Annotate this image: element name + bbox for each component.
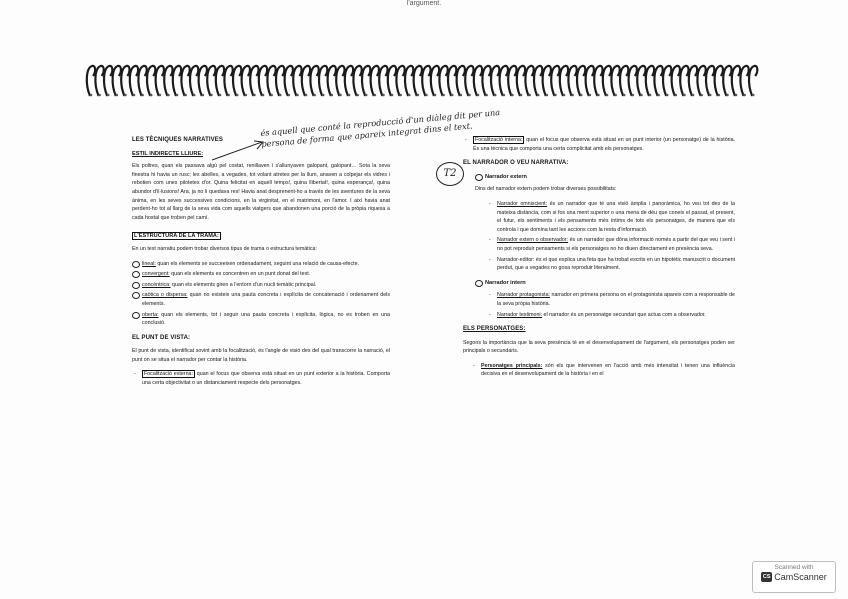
extern-heading: Narrador extern	[485, 173, 735, 182]
spiral-binding	[84, 62, 764, 100]
spiral-hole	[193, 94, 196, 97]
spiral-hole	[460, 94, 463, 97]
spiral-coil	[568, 66, 576, 96]
spiral-coil	[104, 66, 112, 96]
notebook-sheet	[110, 108, 750, 528]
spiral-hole	[528, 94, 531, 97]
spiral-coil	[577, 66, 585, 96]
spiral-hole	[442, 94, 445, 97]
spiral-coil	[181, 66, 189, 96]
spiral-hole	[356, 94, 359, 97]
extern-list	[463, 200, 735, 273]
spiral-coil	[620, 66, 628, 96]
spiral-hole	[288, 94, 291, 97]
spiral-hole	[227, 94, 230, 97]
spiral-coil	[156, 66, 164, 96]
spiral-coil	[147, 66, 155, 96]
spiral-coil	[706, 66, 714, 96]
spiral-coil	[199, 66, 207, 96]
spiral-coil	[379, 66, 387, 96]
list-item: lineal: quan els elements se succeeixen ordenadament, seguint una relació de causa-efecte.	[142, 260, 390, 269]
spiral-hole	[675, 94, 678, 97]
spiral-coil	[672, 66, 680, 96]
list-item: oberta: quan els elements, tot i seguir una pauta concreta i explícita, lògica, no es troben en una conclusió.	[142, 311, 390, 327]
spiral-hole	[124, 94, 127, 97]
spiral-hole	[743, 94, 746, 97]
spiral-hole	[709, 94, 712, 97]
spiral-coil	[345, 66, 353, 96]
spiral-hole	[477, 94, 480, 97]
spiral-hole	[184, 94, 187, 97]
spiral-coil	[594, 66, 602, 96]
punt-text: El punt de vista, identificat sovint amb la focalització, és l'angle de visió des del qual transcorre la narració, el punt on se situa el narrador per contar la història.	[132, 348, 390, 363]
spiral-coil	[482, 66, 490, 96]
spiral-hole	[700, 94, 703, 97]
spiral-coil	[250, 66, 258, 96]
focal-list	[132, 370, 390, 387]
spiral-hole	[365, 94, 368, 97]
spiral-hole	[683, 94, 686, 97]
spiral-coil	[637, 66, 645, 96]
spiral-coil	[121, 66, 129, 96]
list-item: - Narrador omniscient: és un narrador que té una visió àmplia i panoràmica, ho veu tot des de la mateixa distància, com si fos una ment superior o una mena de déu que coneix el passat, el present, el futur, els sentiments i els pensaments més íntims de tots els personatges, de manera que els controla i que domina tant les accions com la resta d'informació.	[497, 200, 735, 234]
spiral-hole	[210, 94, 213, 97]
estil-text: Els poltres, quan els passava algú pel costat, renillaven i s'allunyaven galopant, galopant… Sota la seva finestra hi havia un rusc; les abelles, a vegades, tot volant atretes per la llum, anaven a colpejar els vidres i rebotien com unes pilotetes d'or. Quina felicitat en aquell temps!, quina llibertat!, quina esperança!, quina abundor d'il·lusions! Ara, ja no li quedava res! Havia anat desprenent-ho a través de les aventures de la seva ànima, en les seves successives condicions, en la virginitat, en el matrimoni, en l'amor. I així havia anat perdent-ho tot al llarg de la seva vida com aquells viatgers que abandonen una porció de la pròpia riquesa a cada hostal que troben pel camí.	[132, 163, 390, 221]
spiral-coil	[310, 66, 318, 96]
list-item: concèntrica: quan els elements giren a l'entorn d'un nucli temàtic principal.	[142, 281, 390, 290]
handwritten-badge: T2	[436, 162, 464, 186]
spiral-coil	[749, 66, 757, 96]
spiral-coil	[697, 66, 705, 96]
spiral-coil	[448, 66, 456, 96]
narrador-heading: EL NARRADOR O VEU NARRATIVA:	[463, 160, 569, 167]
spiral-hole	[391, 94, 394, 97]
spiral-hole	[133, 94, 136, 97]
spiral-hole	[159, 94, 162, 97]
spiral-coil	[353, 66, 361, 96]
spiral-coil	[543, 66, 551, 96]
spiral-hole	[623, 94, 626, 97]
spiral-coil	[439, 66, 447, 96]
spiral-coil	[646, 66, 654, 96]
spiral-coil	[113, 66, 121, 96]
spiral-hole	[752, 94, 755, 97]
punt-heading: EL PUNT DE VISTA:	[132, 334, 191, 341]
spiral-coil	[611, 66, 619, 96]
spiral-hole	[202, 94, 205, 97]
estil-heading: ESTIL INDIRECTE LLIURE:	[132, 150, 204, 157]
spiral-coil	[396, 66, 404, 96]
spiral-hole	[399, 94, 402, 97]
spiral-hole	[537, 94, 540, 97]
list-item: - Focalització interna: quan el focus que observa està situat en un punt interior (un personatge) de la història. És una tècnica que comporta una certa complicitat amb els personatges.	[473, 136, 735, 153]
spiral-hole	[417, 94, 420, 97]
spiral-coil	[414, 66, 422, 96]
spiral-hole	[270, 94, 273, 97]
spiral-coil	[422, 66, 430, 96]
spiral-coil	[457, 66, 465, 96]
list-item: convergent: quan els elements es concentren en un punt donat del text.	[142, 270, 390, 279]
spiral-hole	[640, 94, 643, 97]
spiral-coil	[130, 66, 138, 96]
spiral-hole	[666, 94, 669, 97]
spiral-coil	[603, 66, 611, 96]
spiral-coil	[362, 66, 370, 96]
intern-heading-list	[463, 279, 735, 288]
left-column	[132, 136, 390, 394]
spiral-hole	[408, 94, 411, 97]
spiral-coil	[517, 66, 525, 96]
extern-intro: Dins del narrador extern podem trobar diverses possibilitats:	[475, 186, 617, 193]
spiral-hole	[245, 94, 248, 97]
camscanner-watermark	[752, 561, 836, 593]
spiral-coil	[388, 66, 396, 96]
spiral-hole	[434, 94, 437, 97]
spiral-coil	[629, 66, 637, 96]
estructura-intro: En un text narratiu podem trobar diversos tipus de trama o estructura temàtica:	[132, 245, 317, 252]
spiral-coil	[586, 66, 594, 96]
spiral-coil	[233, 66, 241, 96]
spiral-coil	[87, 66, 95, 96]
camscanner-logo-icon: CS	[762, 574, 771, 580]
spiral-coil	[431, 66, 439, 96]
spiral-hole	[339, 94, 342, 97]
spiral-coil	[465, 66, 473, 96]
spiral-coil	[224, 66, 232, 96]
spiral-hole	[718, 94, 721, 97]
spiral-coil	[293, 66, 301, 96]
section-title: LES TÈCNIQUES NARRATIVES	[132, 137, 223, 143]
extern-heading-list	[463, 173, 735, 182]
spiral-hole	[468, 94, 471, 97]
spiral-hole	[374, 94, 377, 97]
spiral-hole	[692, 94, 695, 97]
spiral-hole	[167, 94, 170, 97]
spiral-coil	[276, 66, 284, 96]
annotation-arrow	[210, 138, 268, 164]
list-item: - Personatges principals: són els que intervenen en l'acció amb més intensitat i tenen una influència decisiva en el desenvolupament de la història i en el	[481, 362, 735, 379]
spiral-hole	[305, 94, 308, 97]
spiral-hole	[503, 94, 506, 97]
focal-int-list	[463, 136, 735, 153]
spiral-hole	[494, 94, 497, 97]
spiral-coil	[491, 66, 499, 96]
spiral-hole	[614, 94, 617, 97]
personatges-heading: ELS PERSONATGES:	[463, 326, 526, 333]
spiral-hole	[563, 94, 566, 97]
tipus-list	[132, 260, 390, 328]
spiral-coil	[259, 66, 267, 96]
spiral-hole	[382, 94, 385, 97]
spiral-hole	[322, 94, 325, 97]
spiral-coil	[328, 66, 336, 96]
spiral-coil	[551, 66, 559, 96]
spiral-hole	[589, 94, 592, 97]
spiral-coil	[285, 66, 293, 96]
spiral-coil	[242, 66, 250, 96]
spiral-hole	[606, 94, 609, 97]
spiral-coil	[689, 66, 697, 96]
spiral-coil	[654, 66, 662, 96]
spiral-coil	[560, 66, 568, 96]
spiral-hole	[253, 94, 256, 97]
estructura-heading: L'ESTRUCTURA DE LA TRAMA:	[134, 233, 219, 240]
spiral-coil	[508, 66, 516, 96]
spiral-coil	[164, 66, 172, 96]
spiral-coil	[371, 66, 379, 96]
spiral-coil	[267, 66, 275, 96]
spiral-hole	[98, 94, 101, 97]
spiral-coil	[715, 66, 723, 96]
spiral-hole	[313, 94, 316, 97]
spiral-coil	[723, 66, 731, 96]
spiral-hole	[236, 94, 239, 97]
spiral-hole	[150, 94, 153, 97]
spiral-hole	[348, 94, 351, 97]
spiral-hole	[90, 94, 93, 97]
list-item: - Narrador testimoni: el narrador és un personatge secundari que actua com a observador.	[497, 311, 735, 320]
spiral-hole	[141, 94, 144, 97]
personatges-list	[463, 362, 735, 379]
spiral-coil	[319, 66, 327, 96]
spiral-hole	[735, 94, 738, 97]
spiral-hole	[485, 94, 488, 97]
spiral-hole	[520, 94, 523, 97]
top-fragment: l'argument.	[406, 0, 442, 7]
spiral-coil	[302, 66, 310, 96]
list-item: - Focalització externa: quan el focus que observa està situat en un punt exterior a la història. Comporta una certa objectivitat o un distanciament respecte dels personatges.	[142, 370, 390, 387]
handwritten-note: és aquell que conté la reproducció d'un diàleg dit per una persona de forma que apareix integrat dins el text.	[260, 107, 501, 149]
spiral-coil	[405, 66, 413, 96]
spiral-hole	[649, 94, 652, 97]
spiral-coil	[500, 66, 508, 96]
spiral-coil	[474, 66, 482, 96]
spiral-hole	[597, 94, 600, 97]
spiral-coil	[95, 66, 103, 96]
spiral-hole	[726, 94, 729, 97]
spiral-coil	[336, 66, 344, 96]
personatges-intro: Segons la importància que la seva presència té en el desenvolupament de l'argument, els personatges poden ser principals o secundaris.	[463, 339, 735, 355]
spiral-hole	[296, 94, 299, 97]
spiral-hole	[107, 94, 110, 97]
spiral-coil	[740, 66, 748, 96]
spiral-coil	[525, 66, 533, 96]
spiral-hole	[262, 94, 265, 97]
spiral-hole	[511, 94, 514, 97]
spiral-coil	[190, 66, 198, 96]
spiral-hole	[657, 94, 660, 97]
spiral-coil	[216, 66, 224, 96]
intern-list	[463, 291, 735, 319]
spiral-coil	[663, 66, 671, 96]
watermark-caption: Scanned with	[774, 564, 814, 571]
spiral-hole	[331, 94, 334, 97]
spiral-hole	[279, 94, 282, 97]
spiral-hole	[176, 94, 179, 97]
spiral-hole	[116, 94, 119, 97]
spiral-coil	[534, 66, 542, 96]
spiral-hole	[571, 94, 574, 97]
intern-heading: Narrador intern	[485, 279, 735, 288]
spiral-hole	[219, 94, 222, 97]
list-item: caòtica o dispersa: quan no existeix una pauta concreta i explícita de concatenació i ordenament dels elements.	[142, 292, 390, 307]
spiral-coil	[138, 66, 146, 96]
list-item: - Narrador protagonista: narrador en primera persona on el protagonista apareix com a responsable de la seva pròpia història.	[497, 291, 735, 308]
spiral-hole	[580, 94, 583, 97]
list-item: - Narrador-editor: és el que explica una feta que ha trobat escrits en un hipotètic manuscrit o document perdut, que a vegades no gosa reproduir literalment.	[497, 256, 735, 273]
watermark-name: CamScanner	[774, 572, 827, 582]
right-column	[463, 136, 735, 385]
spiral-hole	[546, 94, 549, 97]
spiral-hole	[632, 94, 635, 97]
spiral-coil	[207, 66, 215, 96]
spiral-hole	[425, 94, 428, 97]
spiral-coil	[732, 66, 740, 96]
spiral-coil	[173, 66, 181, 96]
spiral-hole	[554, 94, 557, 97]
list-item: - Narrador extern o observador: és un narrador que dóna informació només a partir del que veu i sent i no pot reproduir pensaments si els personatges no ho diuen directament en presència seva.	[497, 236, 735, 253]
spiral-hole	[451, 94, 454, 97]
spiral-coil	[680, 66, 688, 96]
